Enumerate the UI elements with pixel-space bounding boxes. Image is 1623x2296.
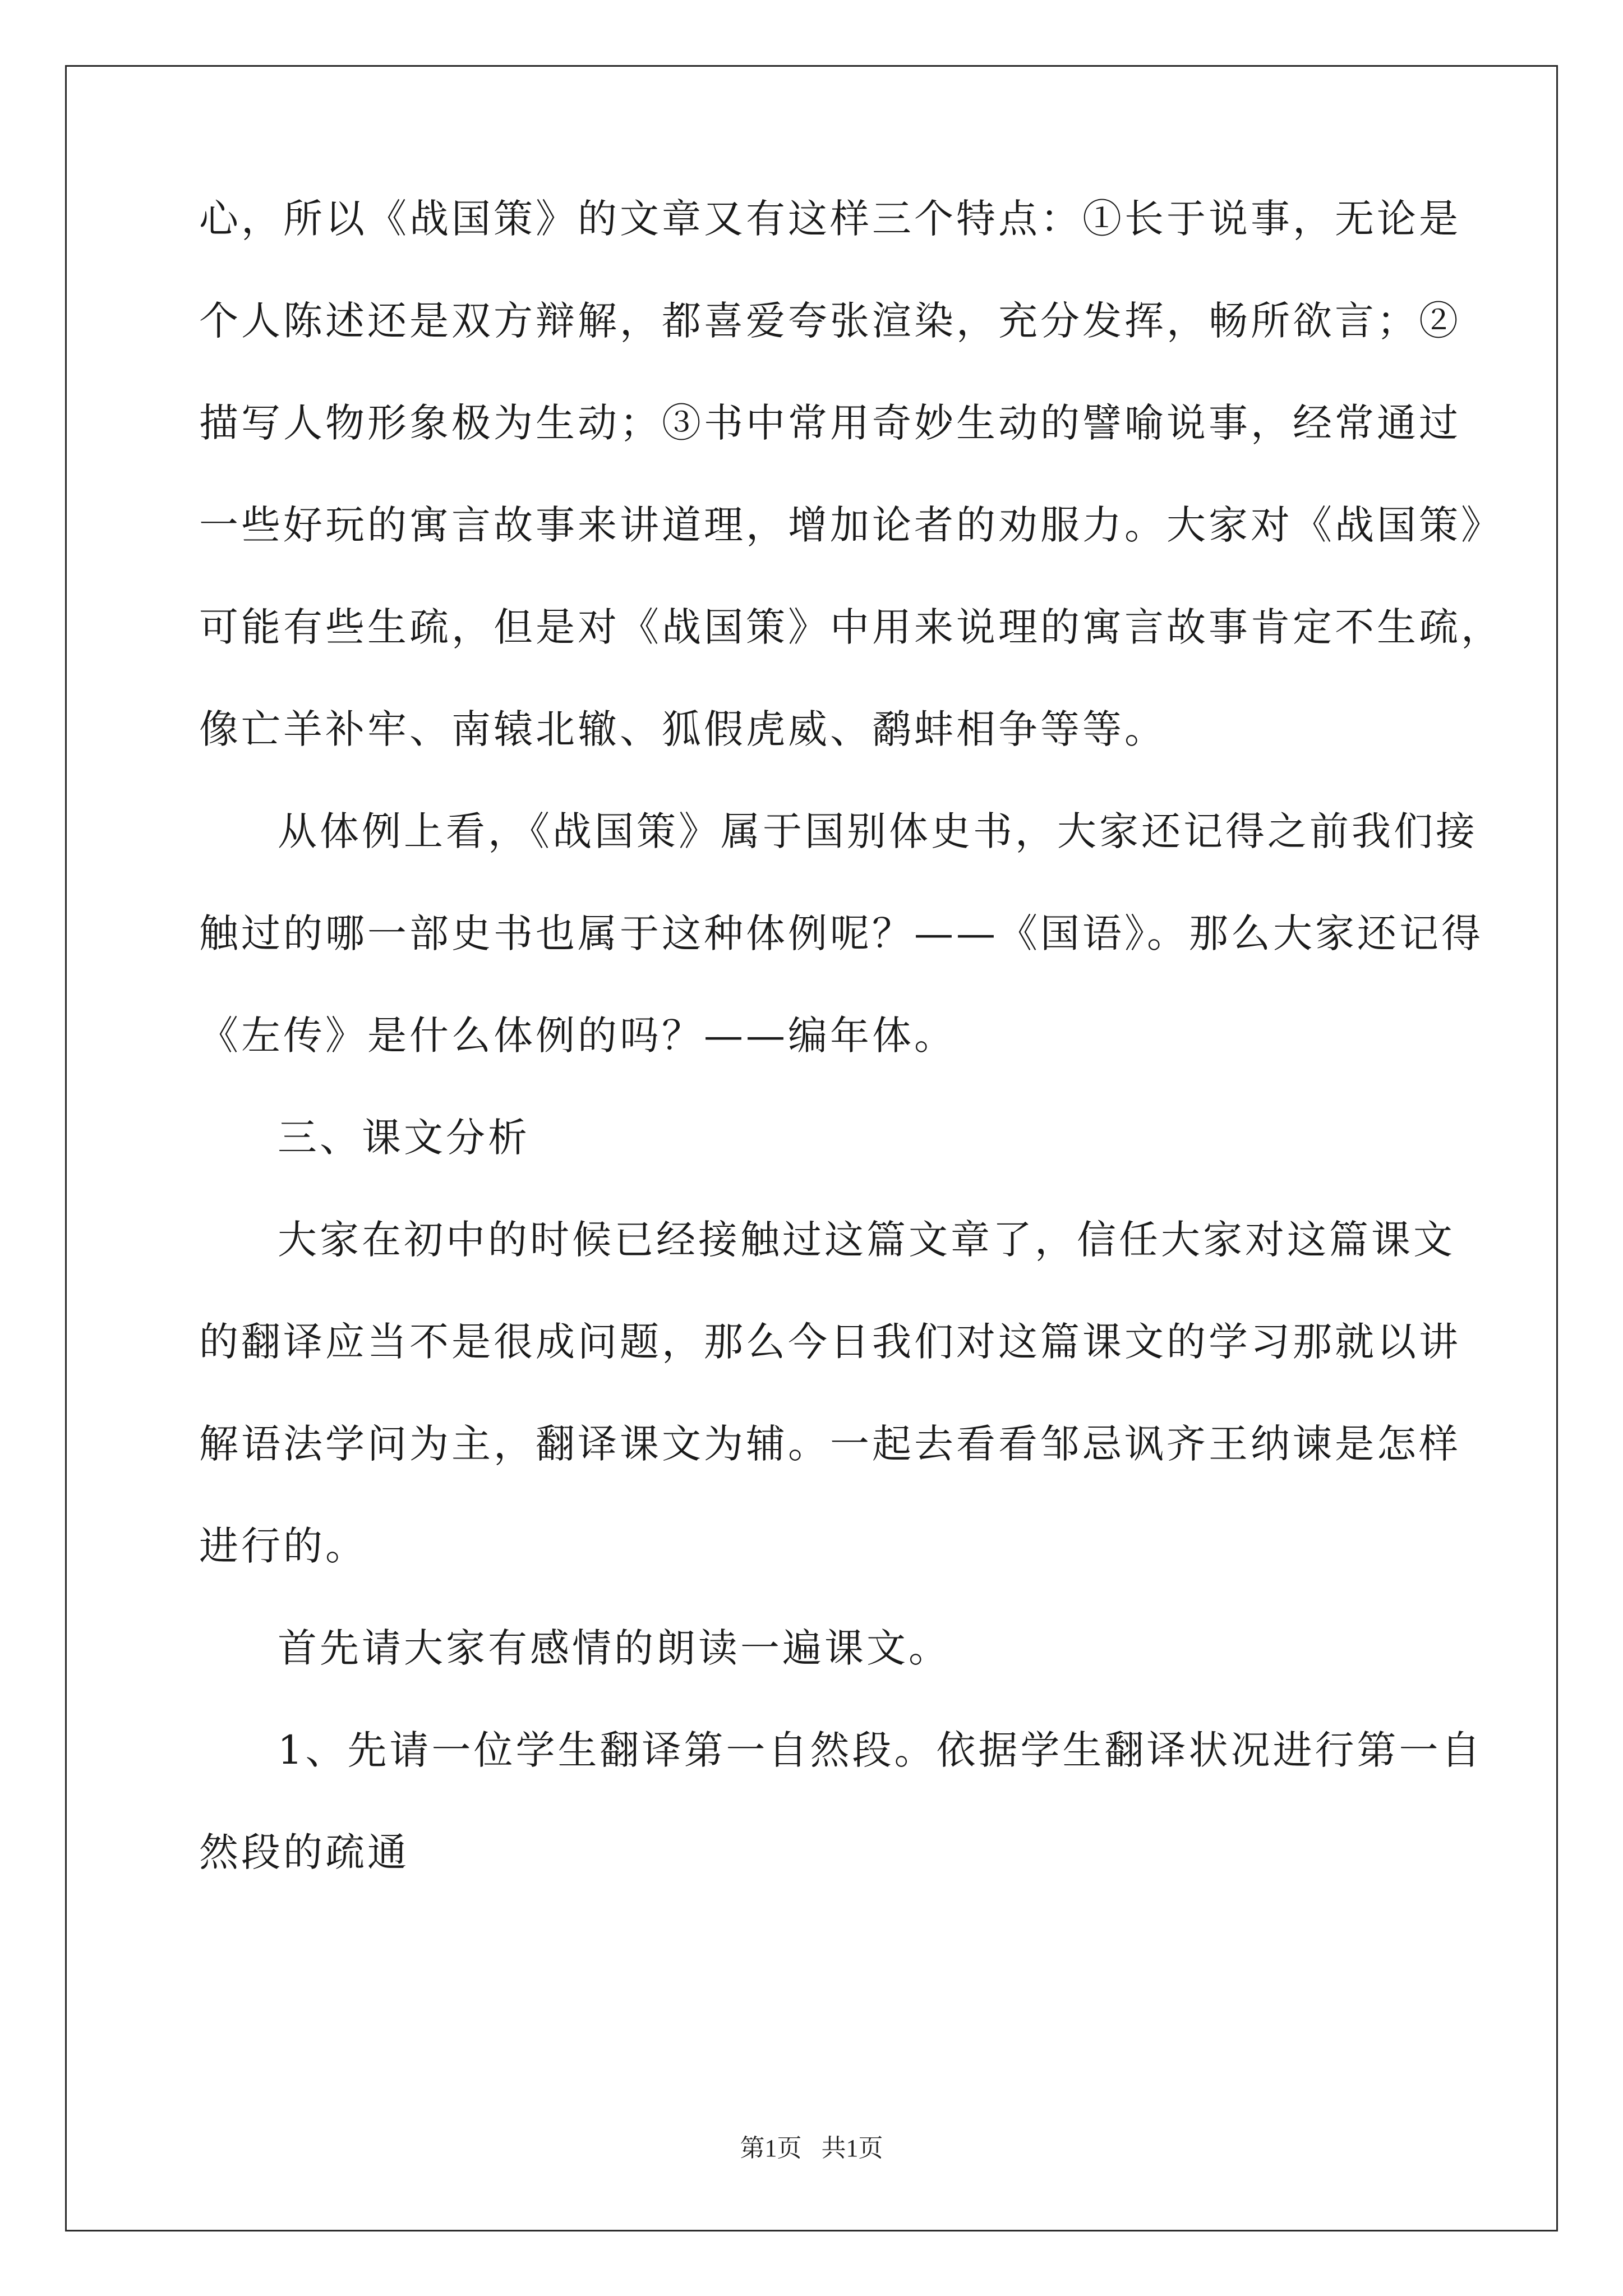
text-line: 触过的哪一部史书也属于这种体例呢？——《国语》。那么大家还记得 xyxy=(199,910,1483,956)
text-line: 心，所以《战国策》的文章又有这样三个特点：①长于说事，无论是 xyxy=(199,196,1461,242)
page-total: 共1页 xyxy=(821,2134,883,2162)
paragraph-first-line: 1、先请一位学生翻译第一自然段。依据学生翻译状况进行第一自 xyxy=(278,1727,1483,1773)
paragraph-first-line: 首先请大家有感情的朗读一遍课文。 xyxy=(278,1625,951,1671)
text-line: 解语法学问为主，翻译课文为辅。一起去看看邹忌讽齐王纳谏是怎样 xyxy=(199,1421,1461,1467)
text-line: 《左传》是什么体例的吗？——编年体。 xyxy=(199,1013,956,1059)
text-line: 进行的。 xyxy=(199,1523,367,1569)
text-line: 可能有些生疏，但是对《战国策》中用来说理的寓言故事肯定不生疏， xyxy=(199,604,1503,650)
paragraph-first-line: 从体例上看，《战国策》属于国别体史书，大家还记得之前我们接 xyxy=(278,808,1478,854)
text-line: 像亡羊补牢、南辕北辙、狐假虎威、鹬蚌相争等等。 xyxy=(199,706,1166,752)
page-footer xyxy=(0,2132,1623,2165)
section-heading: 三、课文分析 xyxy=(278,1115,530,1161)
text-line: 然段的疏通 xyxy=(199,1829,409,1875)
text-line: 一些好玩的寓言故事来讲道理，增加论者的劝服力。大家对《战国策》 xyxy=(199,502,1503,548)
text-line: 的翻译应当不是很成问题，那么今日我们对这篇课文的学习那就以讲 xyxy=(199,1319,1461,1365)
text-line: 描写人物形象极为生动；③书中常用奇妙生动的譬喻说事，经常通过 xyxy=(199,400,1461,446)
paragraph-first-line: 大家在初中的时候已经接触过这篇文章了，信任大家对这篇课文 xyxy=(278,1217,1455,1263)
page-number: 第1页 xyxy=(740,2134,802,2162)
text-line: 个人陈述还是双方辩解，都喜爱夸张渲染，充分发挥，畅所欲言；② xyxy=(199,298,1461,344)
